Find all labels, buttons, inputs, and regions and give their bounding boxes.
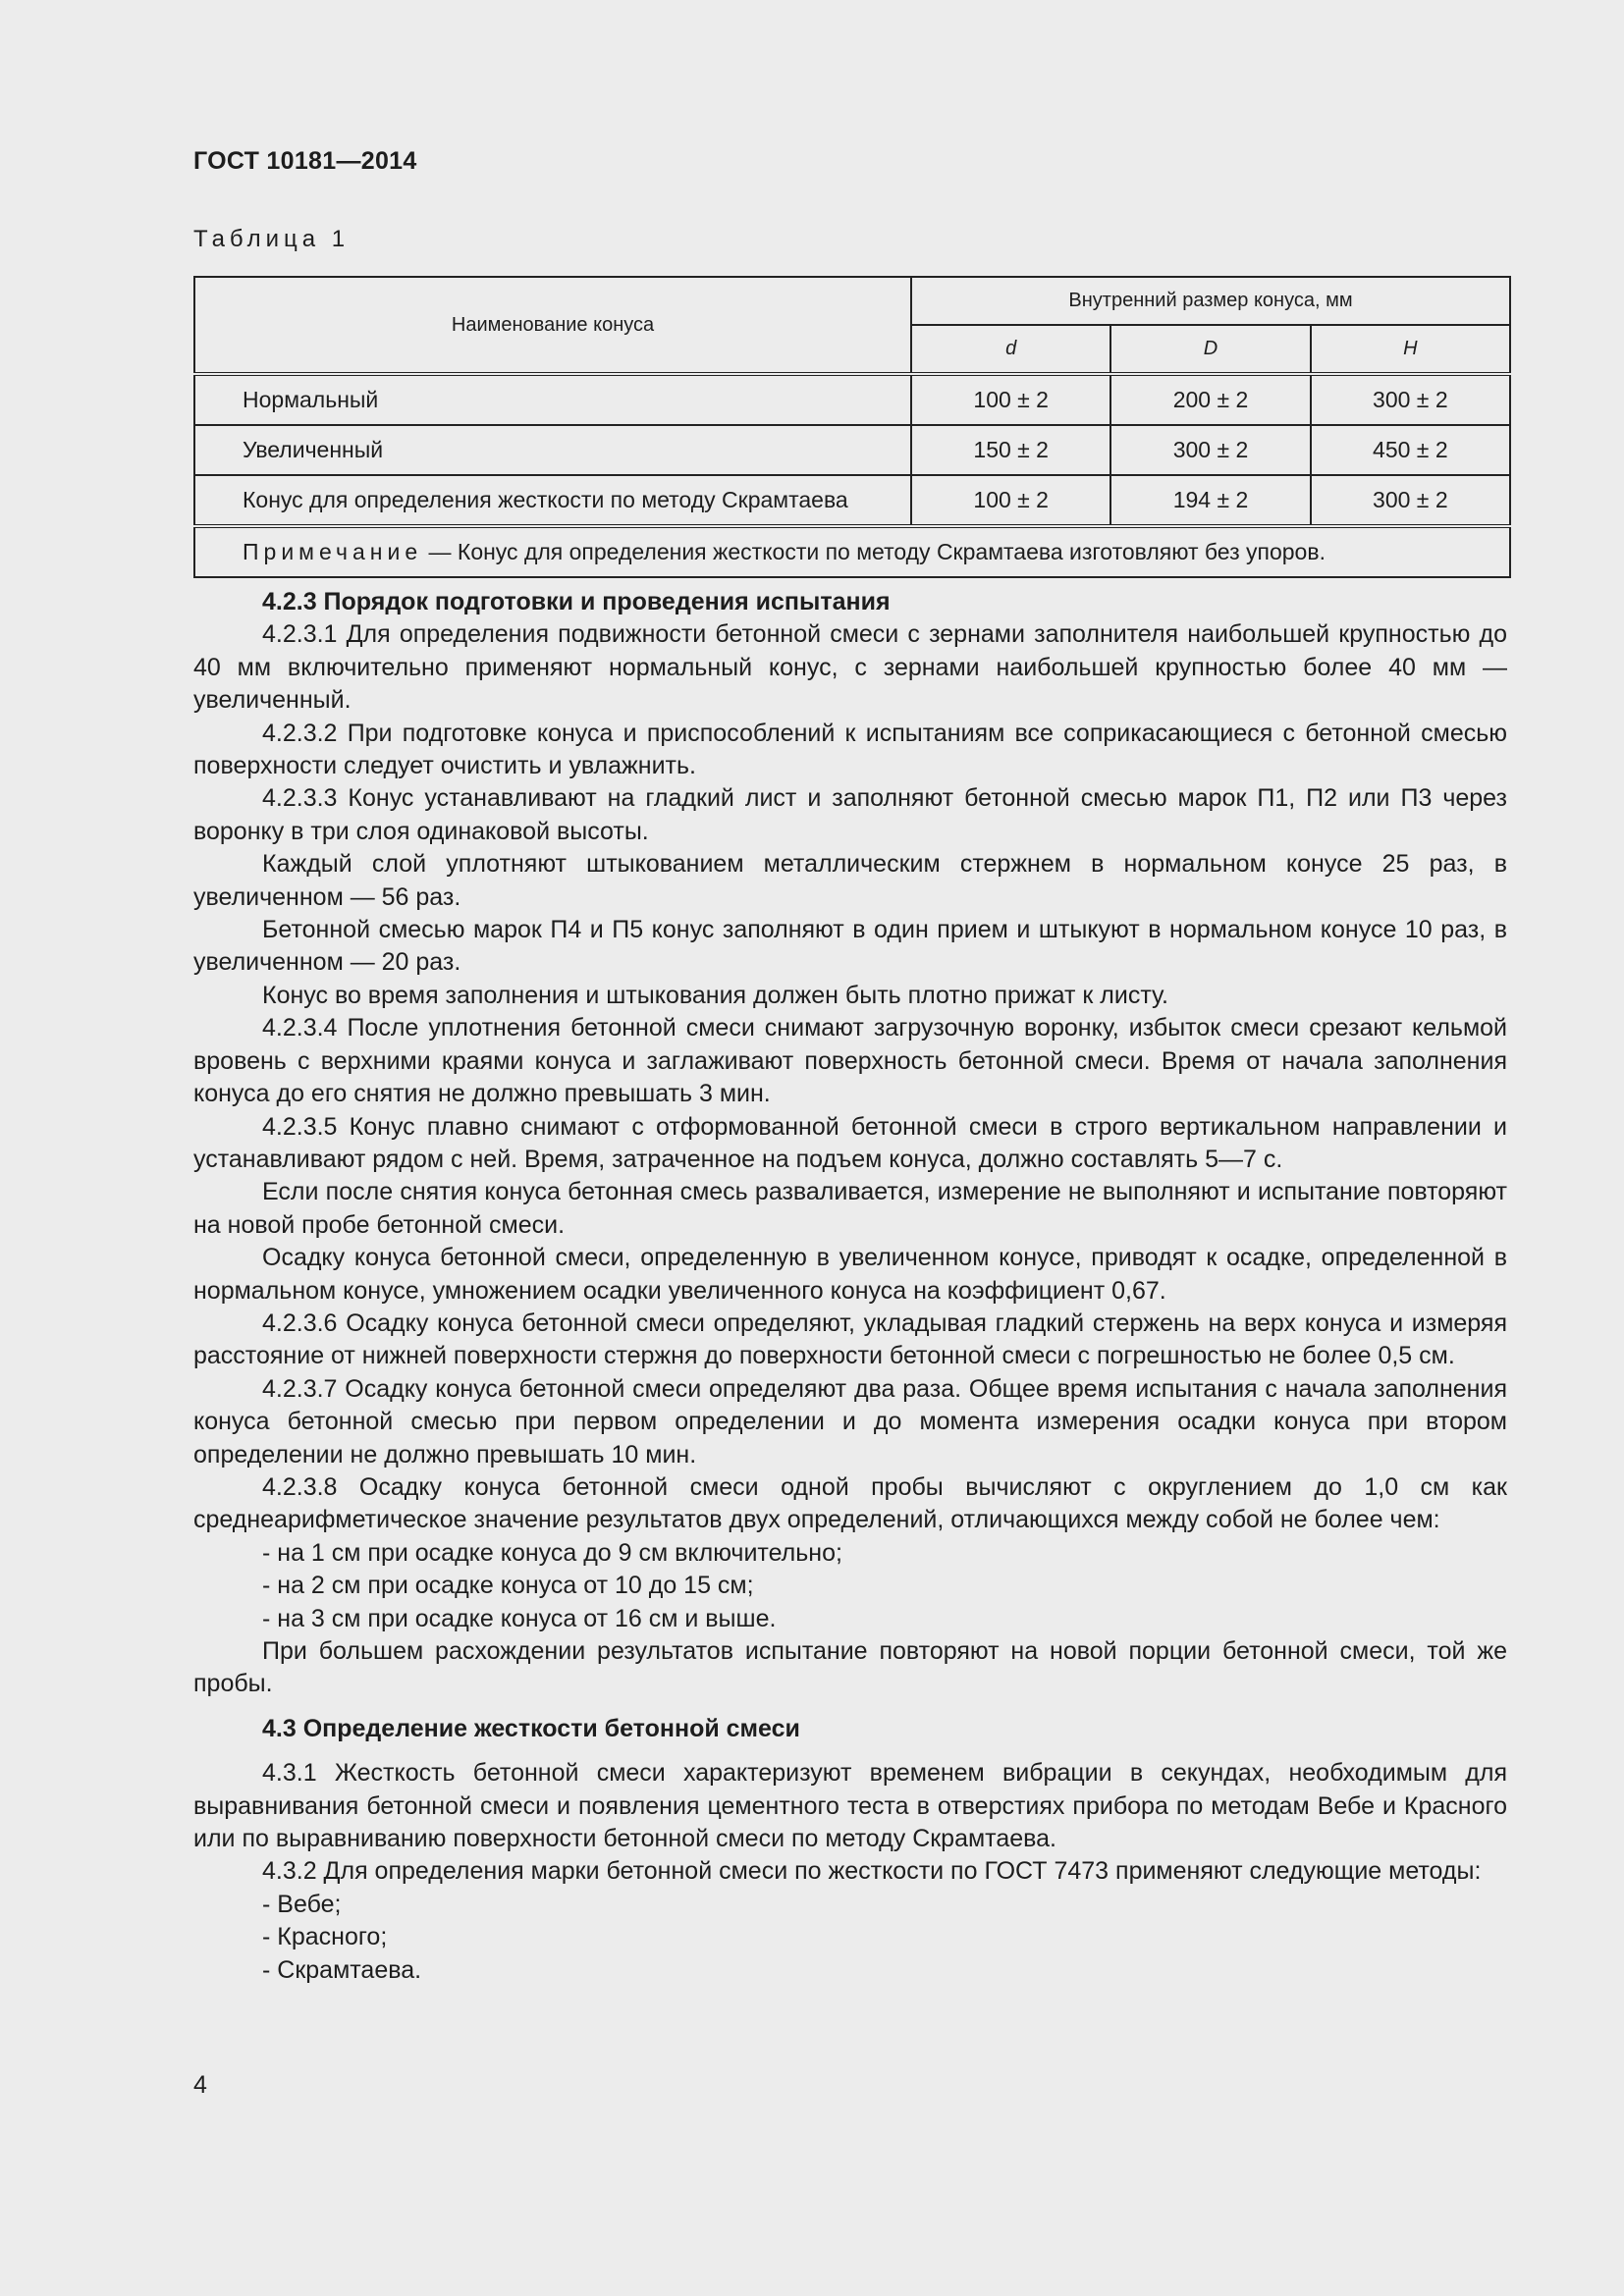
paragraph-4-2-3-8: 4.2.3.8 Осадку конуса бетонной смеси одной пробы вычисляют с округлением до 1,0 см как среднеарифметическое значение результатов двух определений, отличающихся между собой не более чем: bbox=[193, 1472, 1507, 1534]
list-item: - Красного; bbox=[262, 1923, 388, 1951]
col-header-name: Наименование конуса bbox=[194, 277, 911, 374]
cell-D: 200 ± 2 bbox=[1110, 374, 1310, 425]
list-item: - на 3 см при осадке конуса от 16 см и выше. bbox=[262, 1604, 777, 1632]
table-note bbox=[194, 526, 1510, 577]
paragraph-4-2-3-3: 4.2.3.3 Конус устанавливают на гладкий лист и заполняют бетонной смесью марок П1, П2 или П3 через воронку в три слоя одинаковой высоты. bbox=[193, 784, 1507, 845]
paragraph-4-3-2: 4.3.2 Для определения марки бетонной смеси по жесткости по ГОСТ 7473 применяют следующие методы: bbox=[262, 1857, 1482, 1886]
list-item: - на 1 см при осадке конуса до 9 см включительно; bbox=[262, 1538, 842, 1567]
paragraph-4-2-3-2: 4.2.3.2 При подготовке конуса и приспособлений к испытаниям все соприкасающиеся с бетонной смесью поверхности следует очистить и увлажнить. bbox=[193, 719, 1507, 780]
note-label: Примечание bbox=[243, 539, 423, 564]
list-item: - Вебе; bbox=[262, 1890, 342, 1918]
col-header-D: D bbox=[1110, 325, 1310, 374]
cell-d: 150 ± 2 bbox=[911, 425, 1110, 475]
table-caption: Таблица 1 bbox=[193, 226, 351, 252]
cell-H: 450 ± 2 bbox=[1311, 425, 1510, 475]
paragraph: Конус во время заполнения и штыкования должен быть плотно прижат к листу. bbox=[262, 981, 1168, 1009]
cell-D: 194 ± 2 bbox=[1110, 475, 1310, 526]
section-heading-4-3: 4.3 Определение жесткости бетонной смеси bbox=[262, 1714, 800, 1742]
paragraph: Осадку конуса бетонной смеси, определенную в увеличенном конусе, приводят к осадке, определенной в нормальном конусе, умножением осадки увеличенного конуса на коэффициент 0,67. bbox=[193, 1244, 1507, 1305]
list-item: - Скрамтаева. bbox=[262, 1955, 422, 1984]
paragraph-4-3-1: 4.3.1 Жесткость бетонной смеси характеризуют временем вибрации в секундах, необходимым для выравнивания бетонной смеси и появления цементного теста в отверстиях прибора по методам Вебе и Красного или по выравниванию поверхности бетонной смеси по методу Скрамтаева. bbox=[193, 1759, 1507, 1853]
paragraph: Каждый слой уплотняют штыкованием металлическим стержнем в нормальном конусе 25 раз, в увеличенном — 56 раз. bbox=[193, 850, 1507, 911]
note-text: — Конус для определения жесткости по методу Скрамтаева изготовляют без упоров. bbox=[422, 539, 1326, 564]
body-text bbox=[193, 586, 1507, 1987]
cell-H: 300 ± 2 bbox=[1311, 475, 1510, 526]
col-header-group: Внутренний размер конуса, мм bbox=[911, 277, 1510, 325]
cell-D: 300 ± 2 bbox=[1110, 425, 1310, 475]
cell-H: 300 ± 2 bbox=[1311, 374, 1510, 425]
paragraph-4-2-3-5: 4.2.3.5 Конус плавно снимают с отформованной бетонной смеси в строго вертикальном направлении и устанавливают рядом с ней. Время, затраченное на подъем конуса, должно составлять 5—7 с. bbox=[193, 1112, 1507, 1173]
paragraph: Бетонной смесью марок П4 и П5 конус заполняют в один прием и штыкуют в нормальном конусе 10 раз, в увеличенном — 20 раз. bbox=[193, 916, 1507, 977]
col-header-H: H bbox=[1311, 325, 1510, 374]
cone-dimensions-table bbox=[193, 276, 1511, 578]
cell-d: 100 ± 2 bbox=[911, 475, 1110, 526]
paragraph-4-2-3-7: 4.2.3.7 Осадку конуса бетонной смеси определяют два раза. Общее время испытания с начала заполнения конуса бетонной смесью при первом определении и до момента измерения осадки конуса при втором определении не должно превышать 10 мин. bbox=[193, 1374, 1507, 1468]
paragraph: При большем расхождении результатов испытание повторяют на новой порции бетонной смеси, той же пробы. bbox=[193, 1637, 1507, 1698]
paragraph-4-2-3-4: 4.2.3.4 После уплотнения бетонной смеси снимают загрузочную воронку, избыток смеси срезают кельмой вровень с верхними краями конуса и заглаживают поверхность бетонной смеси. Время от начала заполнения конуса до его снятия не должно превышать 3 мин. bbox=[193, 1014, 1507, 1108]
page-number: 4 bbox=[193, 2071, 207, 2099]
cell-d: 100 ± 2 bbox=[911, 374, 1110, 425]
paragraph-4-2-3-6: 4.2.3.6 Осадку конуса бетонной смеси определяют, укладывая гладкий стержень на верх конуса и измеряя расстояние от нижней поверхности стержня до поверхности бетонной смеси с погрешностью не более 0,5 см. bbox=[193, 1308, 1507, 1370]
col-header-d: d bbox=[911, 325, 1110, 374]
section-heading-4-2-3: 4.2.3 Порядок подготовки и проведения испытания bbox=[262, 588, 891, 615]
document-header: ГОСТ 10181—2014 bbox=[193, 147, 417, 175]
row-name: Конус для определения жесткости по методу Скрамтаева bbox=[194, 475, 911, 526]
table-note-row bbox=[194, 526, 1510, 577]
paragraph-4-2-3-1: 4.2.3.1 Для определения подвижности бетонной смеси с зернами заполнителя наибольшей крупностью до 40 мм включительно применяют нормальный конус, с зернами наибольшей крупностью более 40 мм — увеличенный. bbox=[193, 620, 1507, 715]
row-name: Увеличенный bbox=[194, 425, 911, 475]
table-row bbox=[194, 475, 1510, 526]
row-name: Нормальный bbox=[194, 374, 911, 425]
table-row bbox=[194, 374, 1510, 425]
table-row bbox=[194, 425, 1510, 475]
list-item: - на 2 см при осадке конуса от 10 до 15 см; bbox=[262, 1572, 754, 1600]
paragraph: Если после снятия конуса бетонная смесь разваливается, измерение не выполняют и испытание повторяют на новой пробе бетонной смеси. bbox=[193, 1178, 1507, 1239]
